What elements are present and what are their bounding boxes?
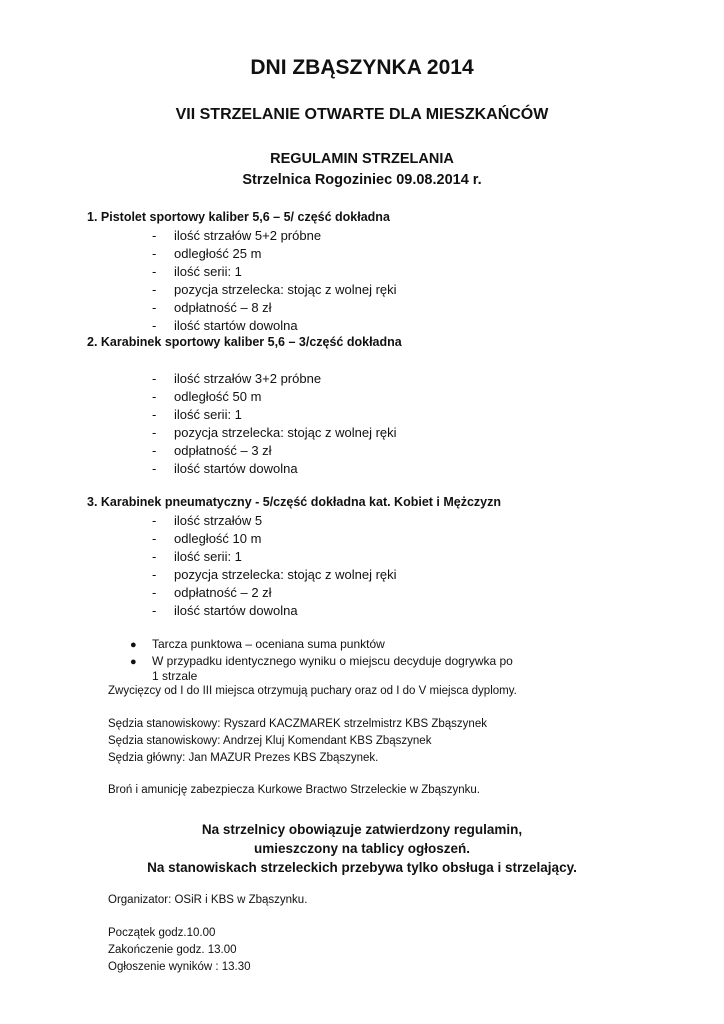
dash-marker: - [152,246,157,261]
notice-line: Na strzelnicy obowiązuje zatwierdzony regulamin, [201,822,523,837]
dash-marker: - [152,425,157,440]
bullet-item: ● Tarcza punktowa – oceniana suma punktów [130,637,385,651]
schedule-line: Zakończenie godz. 13.00 [108,944,237,956]
bullet-continuation: 1 strzale [152,669,198,683]
bullet-item: ● W przypadku identycznego wyniku o miejscu decyduje dogrywka po [130,654,513,668]
list-item: - ilość strzałów 3+2 próbne [152,371,322,386]
notice-line: umieszczony na tablicy ogłoszeń. [253,841,471,856]
awards-text: Zwycięzcy od I do III miejsca otrzymują puchary oraz od I do V miejsca dyplomy. [108,685,517,697]
section-heading-2: 2. Karabinek sportowy kaliber 5,6 – 3/część dokładna [87,335,402,349]
list-item: - odpłatność – 2 zł [152,585,272,600]
list-item: - pozycja strzelecka: stojąc z wolnej ręki [152,282,397,297]
judge-line: Sędzia główny: Jan MAZUR Prezes KBS Zbąszynek. [108,752,379,764]
judge-line: Sędzia stanowiskowy: Ryszard KACZMAREK strzelmistrz KBS Zbąszynek [108,718,487,730]
list-item: - odległość 25 m [152,246,262,261]
weapons-note: Broń i amunicję zabezpiecza Kurkowe Bractwo Strzeleckie w Zbąszynku. [108,784,480,796]
section-heading-3: 3. Karabinek pneumatyczny - 5/część dokładna kat. Kobiet i Mężczyzn [87,495,502,509]
dash-marker: - [152,443,157,458]
dash-marker: - [152,282,157,297]
dash-marker: - [152,407,157,422]
list-item: - odległość 10 m [152,531,262,546]
dash-marker: - [152,318,157,333]
document-subtitle: VII STRZELANIE OTWARTE DLA MIESZKAŃCÓW [175,106,549,123]
list-item: - ilość strzałów 5+2 próbne [152,228,322,243]
list-item: - ilość serii: 1 [152,549,242,564]
schedule-line: Ogłoszenie wyników : 13.30 [108,961,251,973]
dash-marker: - [152,264,157,279]
list-item: - odpłatność – 3 zł [152,443,272,458]
dash-marker: - [152,531,157,546]
list-item: - ilość startów dowolna [152,461,298,476]
list-item: - ilość startów dowolna [152,603,298,618]
notice-line: Na stanowiskach strzeleckich przebywa tylko obsługa i strzelający. [147,860,577,875]
list-item: - odpłatność – 8 zł [152,300,272,315]
list-item: - pozycja strzelecka: stojąc z wolnej ręki [152,425,397,440]
regulation-heading: REGULAMIN STRZELANIA [270,151,454,167]
bullet-dot-icon: ● [130,639,137,651]
list-item: - pozycja strzelecka: stojąc z wolnej ręki [152,567,397,582]
venue-date: Strzelnica Rogoziniec 09.08.2014 r. [242,172,482,188]
dash-marker: - [152,585,157,600]
dash-marker: - [152,389,157,404]
organizer-text: Organizator: OSiR i KBS w Zbąszynku. [108,894,308,906]
dash-marker: - [152,549,157,564]
judge-line: Sędzia stanowiskowy: Andrzej Kluj Komendant KBS Zbąszynek [108,735,432,747]
list-item: - ilość startów dowolna [152,318,298,333]
section-heading-1: 1. Pistolet sportowy kaliber 5,6 – 5/ część dokładna [87,210,390,224]
list-item: - odległość 50 m [152,389,262,404]
list-item: - ilość serii: 1 [152,407,242,422]
dash-marker: - [152,603,157,618]
bullet-dot-icon: ● [130,656,137,668]
list-item: - ilość serii: 1 [152,264,242,279]
dash-marker: - [152,461,157,476]
list-item: - ilość strzałów 5 [152,513,263,528]
schedule-line: Początek godz.10.00 [108,927,216,939]
dash-marker: - [152,300,157,315]
document-title: DNI ZBĄSZYNKA 2014 [250,56,474,79]
dash-marker: - [152,567,157,582]
dash-marker: - [152,228,157,243]
dash-marker: - [152,513,157,528]
dash-marker: - [152,371,157,386]
